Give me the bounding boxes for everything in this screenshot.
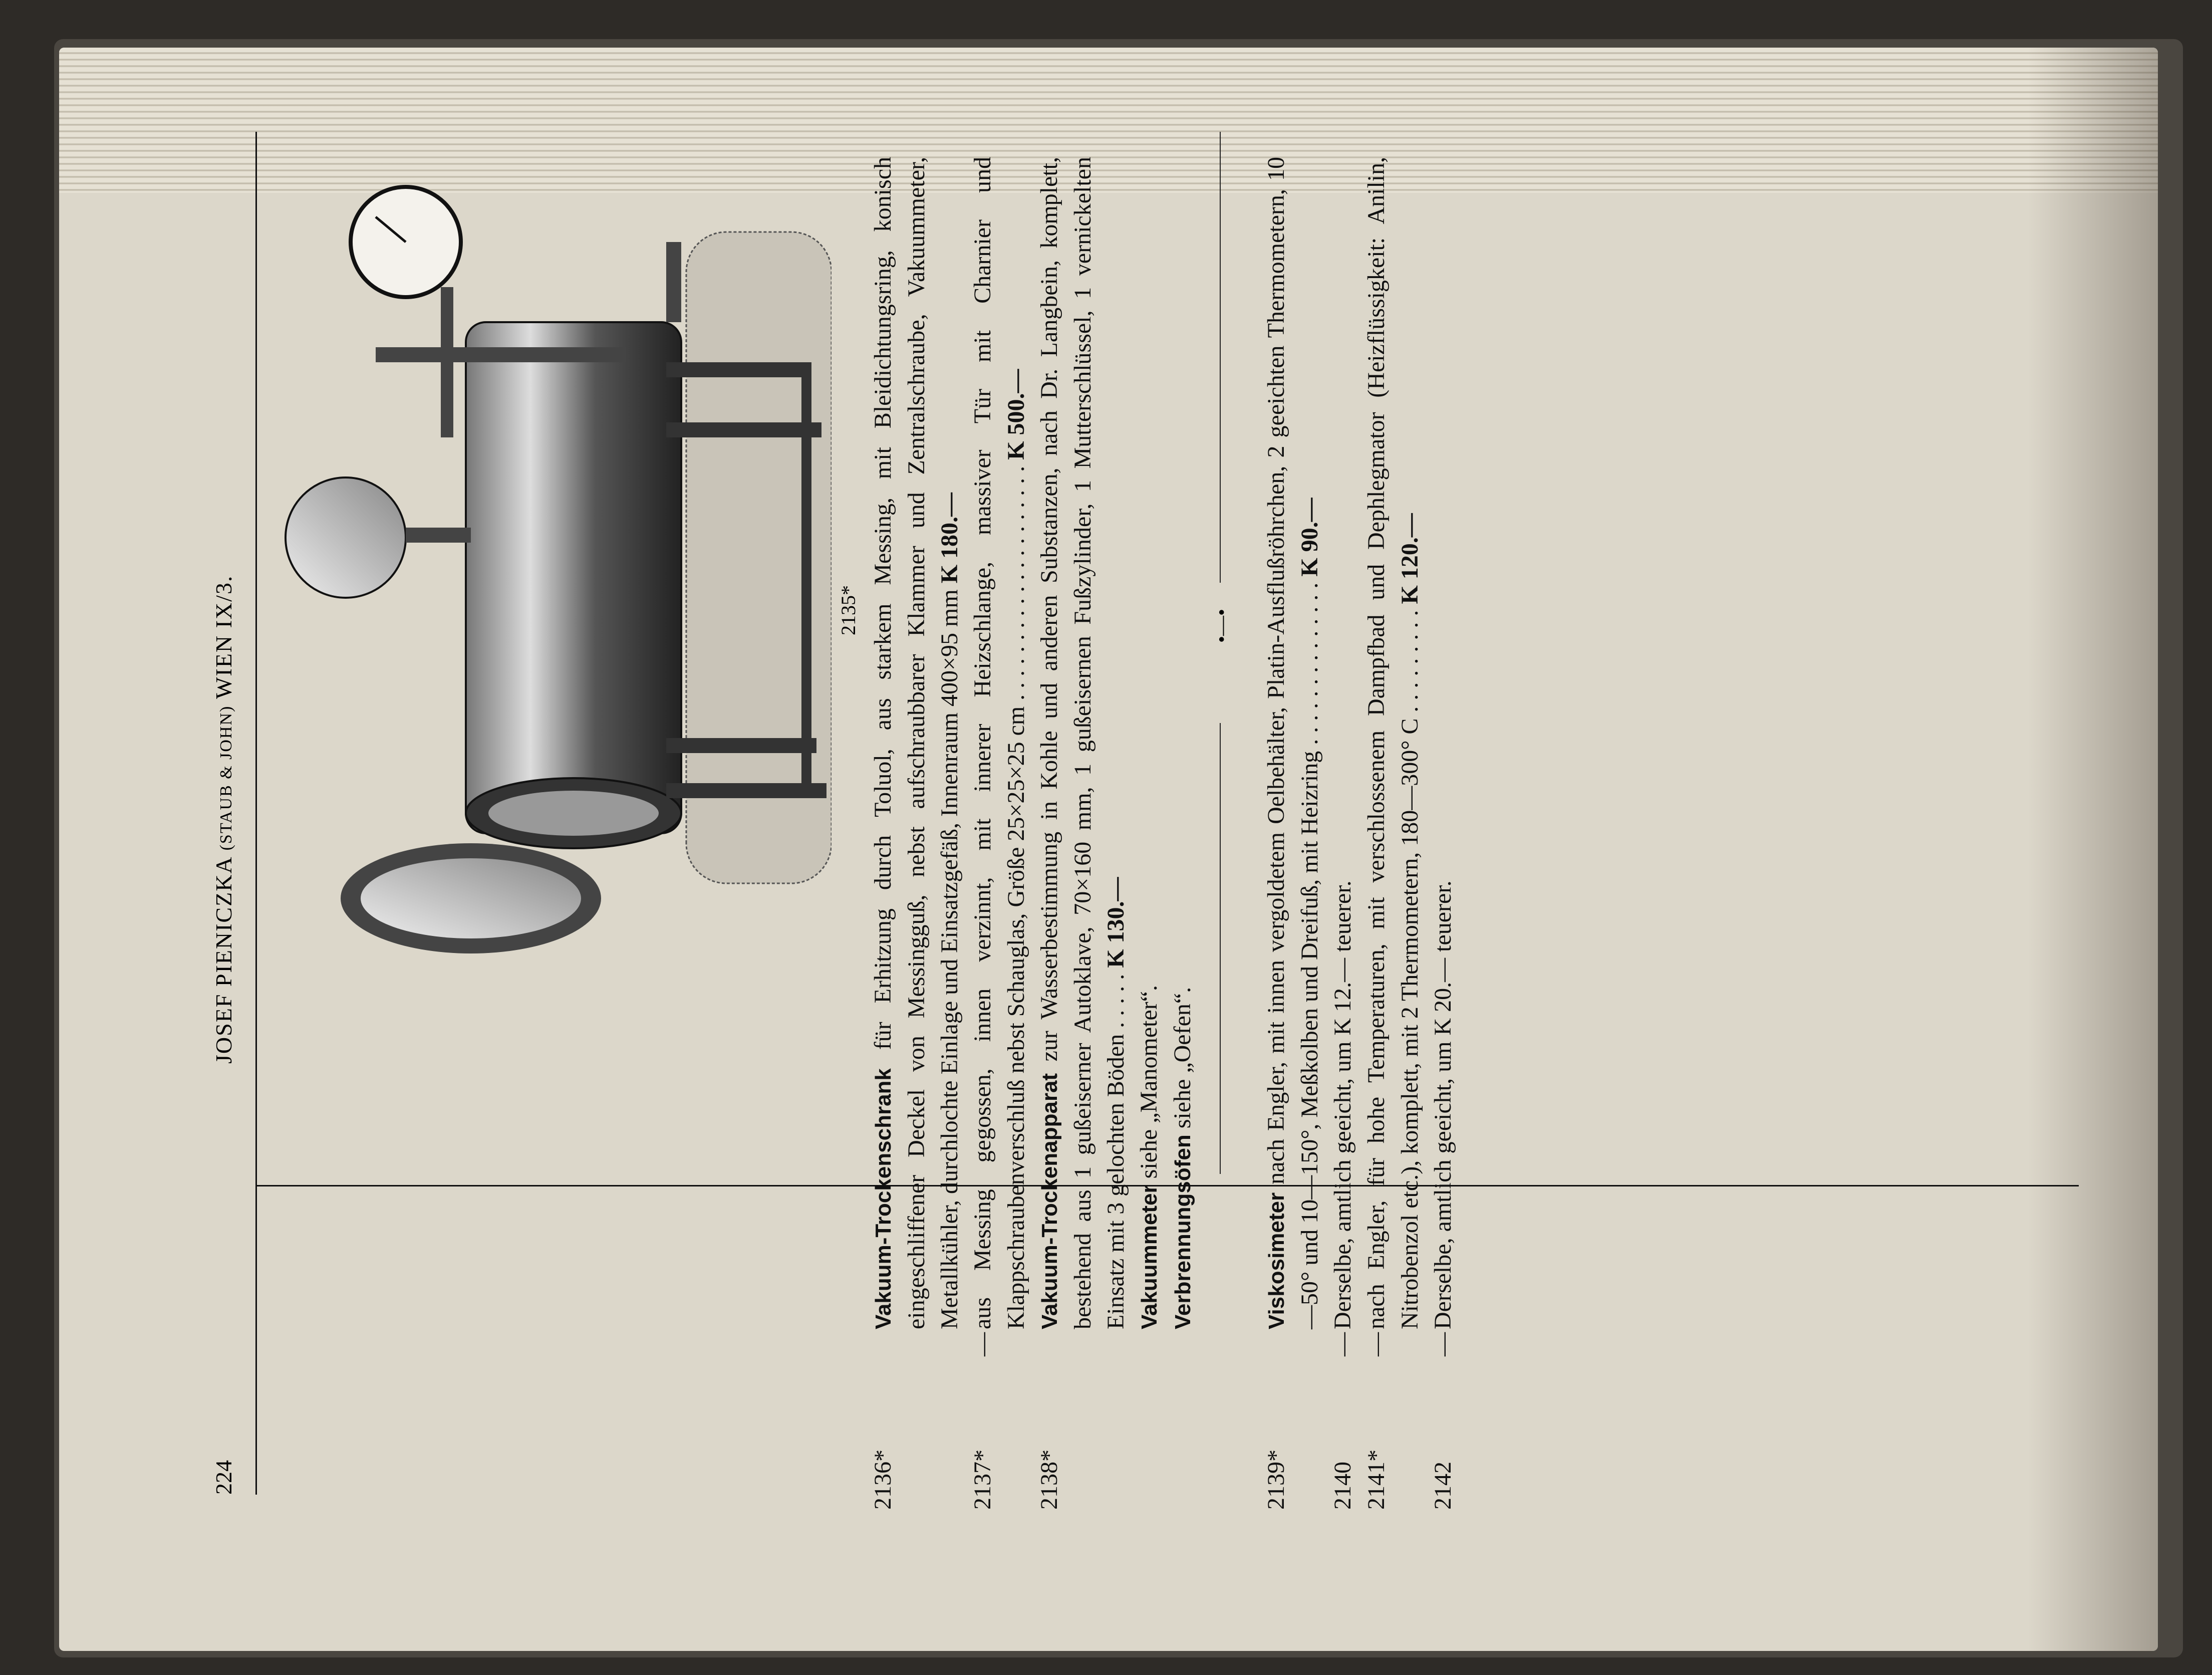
entry-dash bbox=[1166, 1329, 1200, 1359]
entry-title: Viskosimeter bbox=[1264, 1192, 1289, 1329]
catalog-entry bbox=[966, 132, 1033, 1525]
entry-dash: — bbox=[969, 1332, 996, 1356]
entry-text bbox=[1166, 157, 1200, 1329]
entry-number: 2140 bbox=[1329, 1462, 1356, 1510]
entry-title: Vakuummeter bbox=[1137, 1184, 1162, 1329]
vacuum-drying-cabinet-illustration bbox=[275, 172, 832, 964]
entry-text bbox=[1133, 157, 1166, 1329]
entry-description: siehe „Oefen“. bbox=[1169, 987, 1196, 1135]
valve-pipe bbox=[376, 347, 626, 362]
entry-text bbox=[867, 157, 966, 1329]
stand-leg-right-2 bbox=[666, 362, 811, 377]
condenser-bulb bbox=[286, 477, 406, 598]
entry-title: Vakuum-Trockenapparat bbox=[1037, 1073, 1062, 1329]
entry-number: 2139* bbox=[1263, 1450, 1289, 1510]
entry-description: Derselbe, amtlich geeicht, um K 20.— teuerer. bbox=[1430, 880, 1456, 1329]
condenser-stem bbox=[406, 528, 471, 543]
cylinder-body bbox=[466, 322, 681, 833]
entry-description: aus Messing gegossen, innen verzinnt, mit innerer Heizschlange, massiver Tür mit Charnier und Klappschraubenverschluß nebst Schauglas, Größe 25×25×25 cm . . . . . . . . . . . . . . . . . . . . bbox=[969, 157, 1029, 1329]
valve-crosspipe bbox=[441, 287, 453, 437]
city: WIEN IX/3. bbox=[211, 575, 236, 699]
entry-text bbox=[1360, 157, 1427, 1329]
catalog-entry bbox=[1260, 132, 1326, 1525]
page-number: 224 bbox=[211, 1460, 236, 1495]
catalog-entry bbox=[1427, 132, 1460, 1525]
entry-number: 2136* bbox=[870, 1450, 896, 1510]
entry-text bbox=[1427, 157, 1460, 1329]
section-separator: •—• bbox=[1200, 132, 1260, 1525]
stand-leg-right bbox=[666, 422, 821, 437]
entry-description: nach Engler, für hohe Temperaturen, mit verschlossenem Dampfbad und Dephlegmator (Heizflüssigkeit: Anilin, Nitrobenzol etc.), komplett, mit 2 Thermometern, 180—300° C . . . . . . . . . bbox=[1363, 157, 1423, 1329]
stand-base bbox=[801, 362, 811, 798]
entry-price: K 130.— bbox=[1102, 877, 1129, 968]
entry-price: K 180.— bbox=[936, 492, 963, 584]
figure-number: 2135* bbox=[837, 585, 860, 635]
lid-glass bbox=[361, 858, 581, 938]
catalog-entry bbox=[1360, 132, 1427, 1525]
entry-text bbox=[1033, 157, 1133, 1329]
entry-number: 2138* bbox=[1036, 1450, 1062, 1510]
entry-title: Vakuum-Trockenschrank bbox=[871, 1068, 896, 1329]
entry-number: 2137* bbox=[969, 1450, 996, 1510]
entry-dash bbox=[867, 1329, 966, 1359]
cylinder-interior bbox=[488, 791, 659, 836]
entry-dash bbox=[1033, 1329, 1133, 1359]
entry-price: K 500.— bbox=[1003, 369, 1029, 460]
entry-text bbox=[1260, 157, 1326, 1329]
entry-title: Verbrennungsöfen bbox=[1171, 1134, 1195, 1329]
outlet-valve bbox=[666, 242, 681, 322]
publisher-name: JOSEF PIENICZKA bbox=[211, 857, 236, 1064]
entry-dash: — bbox=[1430, 1332, 1456, 1356]
entry-text bbox=[966, 157, 1033, 1329]
entry-dash: — bbox=[1363, 1332, 1390, 1356]
entry-price: K 120.— bbox=[1397, 513, 1423, 604]
running-title bbox=[210, 575, 237, 1064]
running-header bbox=[200, 132, 260, 1525]
entry-price: K 90.— bbox=[1296, 498, 1323, 577]
page-content bbox=[200, 132, 2089, 1525]
catalog-entry bbox=[1033, 132, 1133, 1525]
entry-dash bbox=[1133, 1329, 1166, 1359]
entry-description: siehe „Manometer“. bbox=[1136, 985, 1162, 1185]
entry-description: für Erhitzung durch Toluol, aus starkem Messing, mit Bleidichtungsring, konisch eingeschliffener Deckel von Messingguß, nebst aufschraubbarer Klammer und Zentralschraube, Vakuummeter, Metallkühler, durchlochte Einlage und Einsatzgefäß, Innenraum 400×95 mm bbox=[870, 157, 963, 1329]
catalog-entry bbox=[1166, 132, 1200, 1525]
entry-number: 2141* bbox=[1363, 1450, 1390, 1510]
entry-number bbox=[1166, 1359, 1200, 1525]
catalog-entry bbox=[867, 132, 966, 1525]
catalog-entry bbox=[1133, 132, 1166, 1525]
catalog-entries bbox=[867, 132, 1460, 1525]
entry-description: zur Wasserbestimmung in Kohle und anderen Substanzen, nach Dr. Langbein, komplett, bestehend aus 1 gußeiserner Autoklave, 70×160 mm, 1 gußeisernen Fußzylinder, 1 Mutterschlüssel, 1 vernickelten Einsatz mit 3 gelochten Böden . . . . . bbox=[1036, 157, 1129, 1329]
entry-description: nach Engler, mit innen vergoldetem Oelbehälter, Platin-Ausflußröhrchen, 2 geeichten Thermometern, 10—50° und 10—150°, Meßkolben und Dreifuß, mit Heizring . . . . . . . . . . . . . . bbox=[1263, 157, 1323, 1329]
entry-text bbox=[1326, 157, 1360, 1329]
entry-dash: — bbox=[1329, 1332, 1356, 1356]
entry-dash bbox=[1260, 1329, 1326, 1359]
entry-description: Derselbe, amtlich geeicht, um K 12.— teuerer. bbox=[1329, 880, 1356, 1329]
header-rule bbox=[255, 132, 257, 1495]
entry-number: 2142 bbox=[1430, 1462, 1456, 1510]
catalog-entry bbox=[1326, 132, 1360, 1525]
entry-number bbox=[1133, 1359, 1166, 1525]
stand-leg-left-2 bbox=[666, 738, 816, 753]
publisher-note: (STAUB & JOHN) bbox=[217, 705, 235, 851]
